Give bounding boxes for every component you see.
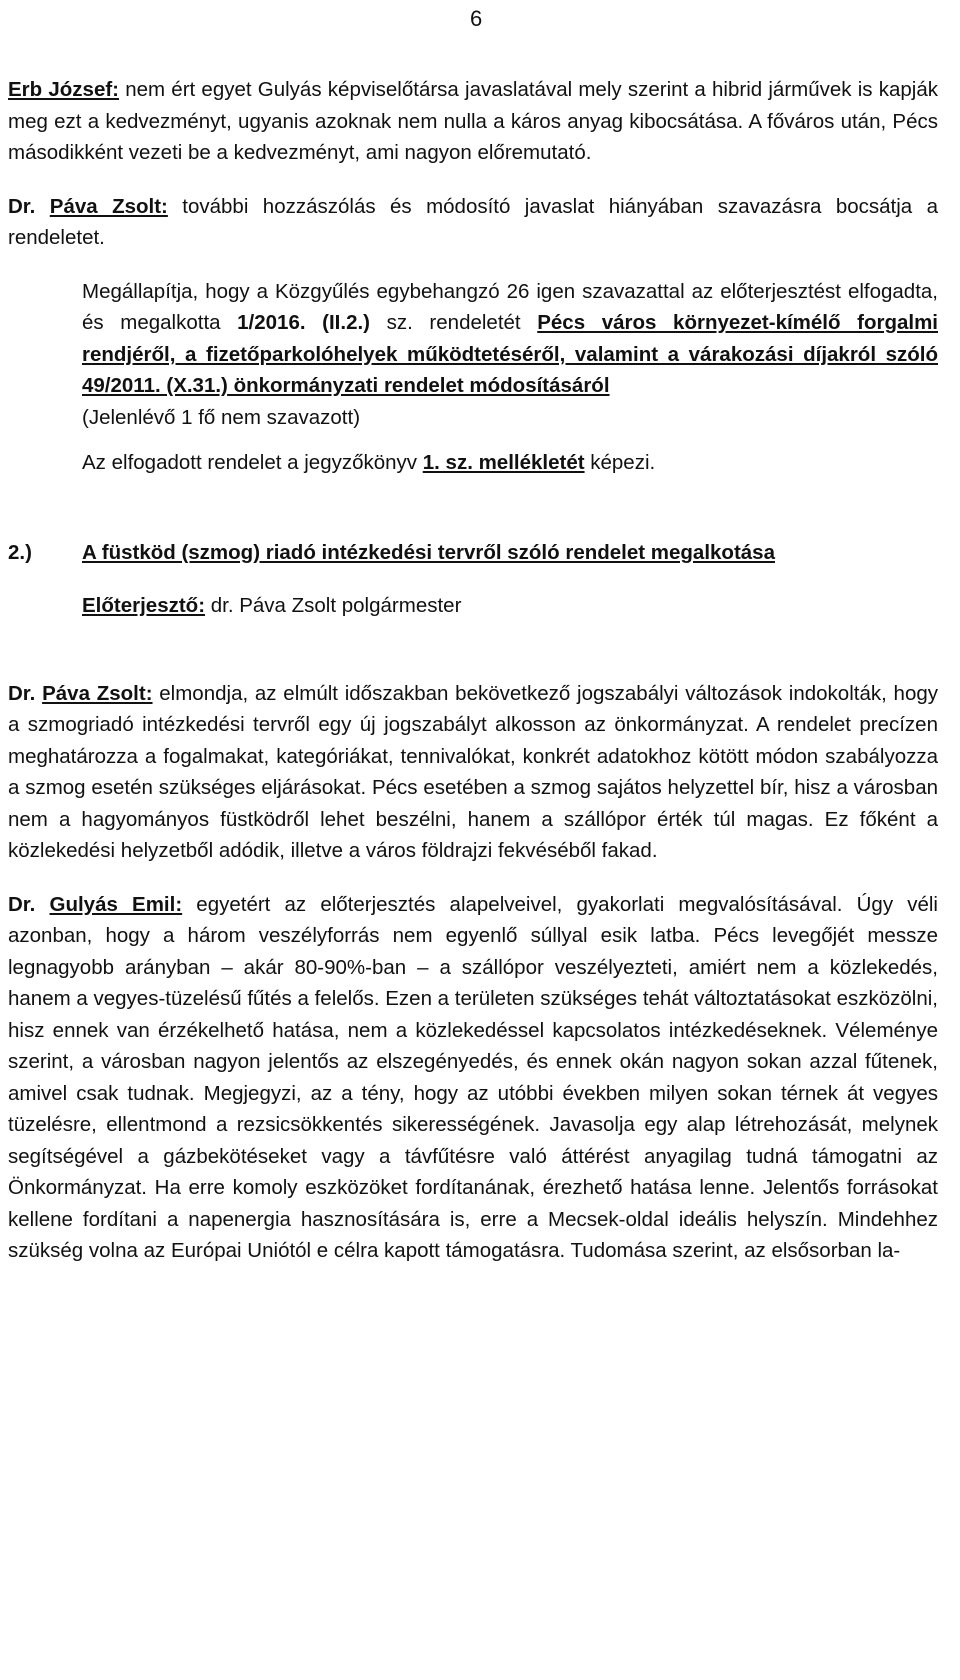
annex-number: 1. sz. mellékletét [422,451,585,474]
paragraph-pava-1 [8,191,938,254]
page-number: 6 [470,6,483,31]
paragraph-text: további hozzászólás és módosító javaslat hiányában szavazásra bocsátja a rendeletet. [8,194,938,249]
speaker-title: Dr. [8,892,36,916]
annex-note [82,447,938,479]
present-note: (Jelenlévő 1 fő nem szavazott) [82,405,361,429]
presenter-label: Előterjesztő: [82,594,206,617]
speaker-name: Páva Zsolt: [49,194,168,218]
annex-end: képezi. [584,451,656,474]
presenter-name: dr. Páva Zsolt polgármester [205,594,462,617]
speaker-title: Dr. [8,194,36,218]
paragraph-erb [8,74,938,169]
annex-text: Az elfogadott rendelet a jegyzőkönyv [82,451,423,474]
paragraph-gulyas [8,889,938,1267]
resolution-text [82,276,938,402]
paragraph-text: nem ért egyet Gulyás képviselőtársa javaslatával mely szerint a hibrid járművek is kapják meg ezt a kedvezményt, ugyanis azoknak nem nulla a káros anyag kibocsátása. A főváros után, Pécs másodikként vezeti be a kedvezményt, ami nagyon előremutató. [8,78,939,164]
speaker-name: Páva Zsolt: [42,681,153,705]
decree-reference-rest: önkormányzati rendelet módosításáról [227,374,610,397]
resolution-mid: sz. rendeletét [370,311,538,334]
decree-number: 1/2016. (II.2.) [237,311,371,334]
decree-reference: 49/2011. (X.31.) [82,374,228,397]
paragraph-pava-2 [8,678,938,867]
decree-title: Pécs város környezet-kímélő forgalmi rendjéről, a fizetőparkolóhelyek működtetéséről, valamint a várakozási díjakról szóló [82,311,938,366]
paragraph-text: egyetért az előterjesztés alapelveivel, gyakorlati megvalósításával. Úgy véli azonban, hogy a három veszélyforrás nem egyenlő súllyal esik latba. Pécs levegőjét messze legnagyobb arányban – akár 80-90%-ban – a szállópor veszélyezteti, amiért nem a közlekedés, hanem a vegyes-tüzelésű fűtés a felelős. Ezen a területen szükséges tehát változtatásokat eszközölni, hisz ennek van érzékelhető hatása, nem a közlekedéssel kapcsolatos intézkedéseknek. Véleménye szerint, a városban nagyon jelentős az elszegényedés, és ennek okán nagyon sokan azzal fűtenek, amivel csak tudnak. Megjegyzi, az a tény, hogy az utóbbi években milyen sokan térnek át vegyes tüzelésre, ellentmond a rezsicsökkentés sikerességének. Javasolja egy alap létrehozását, melynek segítségével a gázbekötéseket vagy a távfűtésre való áttérést anyagilag tudná támogatni az Önkormányzat. Ha erre komoly eszközöket fordítanának, érezhető hatása lenne. Jelentős forrásokat kellene fordítani a napenergia hasznosítására is, erre a Mecsek-oldal ideális helyszín. Mindehhez szükség volna az Európai Uniótól e célra kapott támogatásra. Tudomása szerint, az elsősorban la- [8,892,938,1262]
presenter-line [82,590,938,622]
section-title: A füstköd (szmog) riadó intézkedési tervről szóló rendelet megalkotása [82,540,775,564]
speaker-name: Gulyás Emil: [49,892,183,916]
speaker-name: Erb József: [8,78,120,101]
resolution-block [82,276,938,479]
section-number: 2.) [8,540,32,564]
resolution-lead: Megállapítja, hogy a Közgyűlés egybehangzó 26 igen szavazattal az előterjesztést elfogadta, és megalkotta [82,279,938,334]
page-content [8,74,938,1267]
paragraph-text: elmondja, az elmúlt időszakban bekövetkező jogszabályi változások indokolták, hogy a szmogriadó intézkedési tervről egy új jogszabályt alkosson az önkormányzat. A rendelet precízen meghatározza a fogalmakat, kategóriákat, tennivalókat, konkrét adatokhoz kötött módon szabályozza a szmog esetén szükséges eljárásokat. Pécs esetében a szmog sajátos helyzettel bír, hisz a városban nem a hagyományos füstködről lehet beszélni, hanem a szállópor érték túl magas. Ez főként a közlekedési helyzetből adódik, illetve a város földrajzi fekvéséből fakad. [8,681,938,862]
speaker-title: Dr. [8,681,36,705]
section-heading [8,537,938,569]
